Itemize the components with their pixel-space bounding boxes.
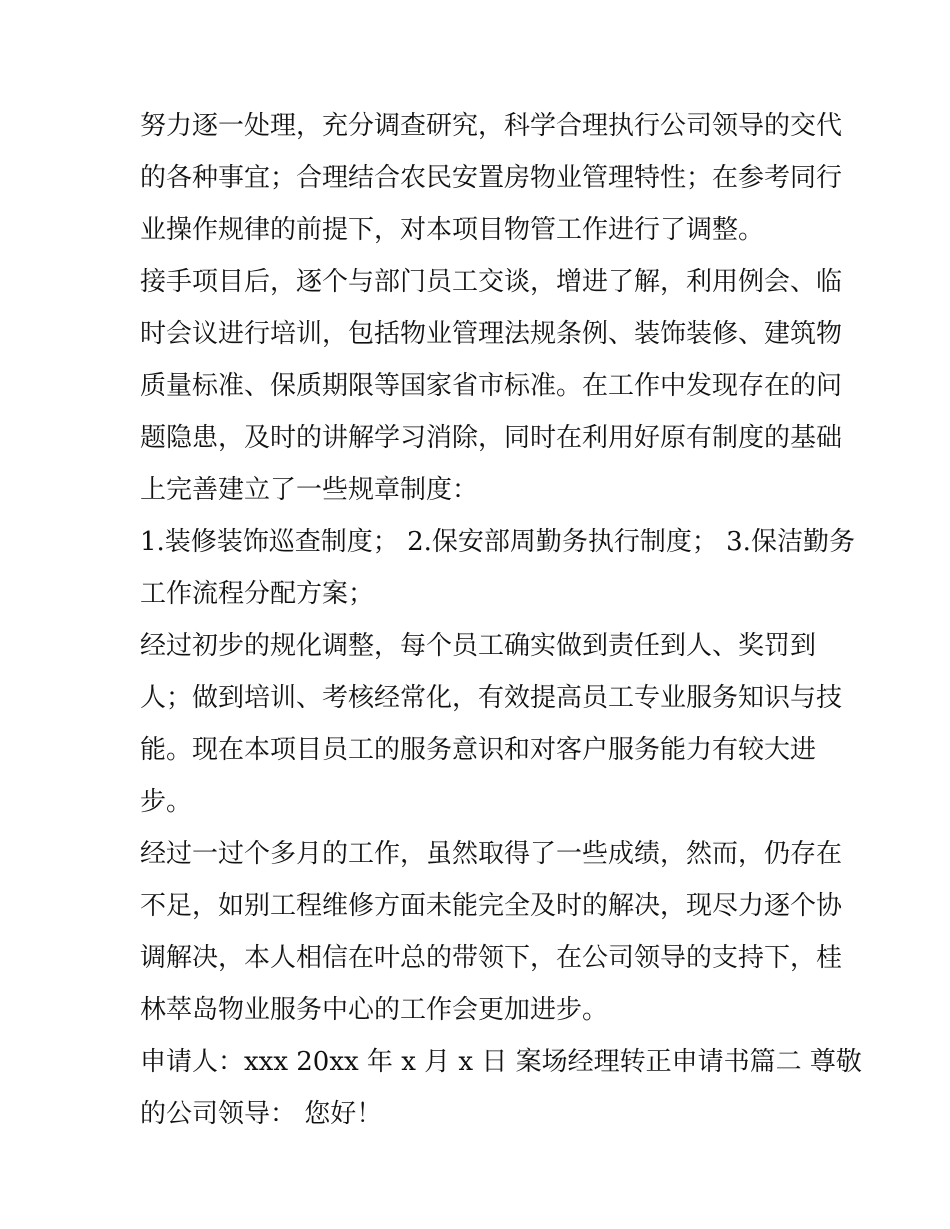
text-line: 经过一过个多月的工作，虽然取得了一些成绩，然而，仍存在 xyxy=(140,839,843,869)
text-line: 业操作规律的前提下，对本项目物管工作进行了调整。 xyxy=(140,215,765,245)
text-line: 上完善建立了一些规章制度： xyxy=(140,475,479,505)
text-line: 申请人：xxx 20xx 年 x 月 x 日 案场经理转正申请书篇二 尊敬 xyxy=(140,1047,862,1077)
text-line: 1.装修装饰巡查制度； 2.保安部周勤务执行制度； 3.保洁勤务 xyxy=(140,527,855,557)
text-line: 的公司领导： 您好！ xyxy=(140,1099,383,1129)
text-line: 调解决，本人相信在叶总的带领下，在公司领导的支持下，桂 xyxy=(140,943,843,973)
text-line: 工作流程分配方案； xyxy=(140,579,375,609)
text-line: 经过初步的规化调整，每个员工确实做到责任到人、奖罚到 xyxy=(140,631,817,661)
text-line: 题隐患，及时的讲解学习消除，同时在利用好原有制度的基础 xyxy=(140,423,843,453)
text-line: 的各种事宜；合理结合农民安置房物业管理特性；在参考同行 xyxy=(140,163,843,193)
text-line: 努力逐一处理，充分调查研究，科学合理执行公司领导的交代 xyxy=(140,111,843,141)
text-line: 时会议进行培训，包括物业管理法规条例、装饰装修、建筑物 xyxy=(140,319,843,349)
document-body xyxy=(140,100,862,1140)
text-line: 能。现在本项目员工的服务意识和对客户服务能力有较大进 xyxy=(140,735,817,765)
text-line: 质量标准、保质期限等国家省市标准。在工作中发现存在的问 xyxy=(140,371,843,401)
text-line: 人；做到培训、考核经常化，有效提高员工专业服务知识与技 xyxy=(140,683,843,713)
text-line: 步。 xyxy=(140,787,193,817)
text-line: 不足，如别工程维修方面未能完全及时的解决，现尽力逐个协 xyxy=(140,891,843,921)
text-line: 接手项目后，逐个与部门员工交谈，增进了解，利用例会、临 xyxy=(140,267,843,297)
text-line: 林萃岛物业服务中心的工作会更加进步。 xyxy=(140,995,609,1025)
